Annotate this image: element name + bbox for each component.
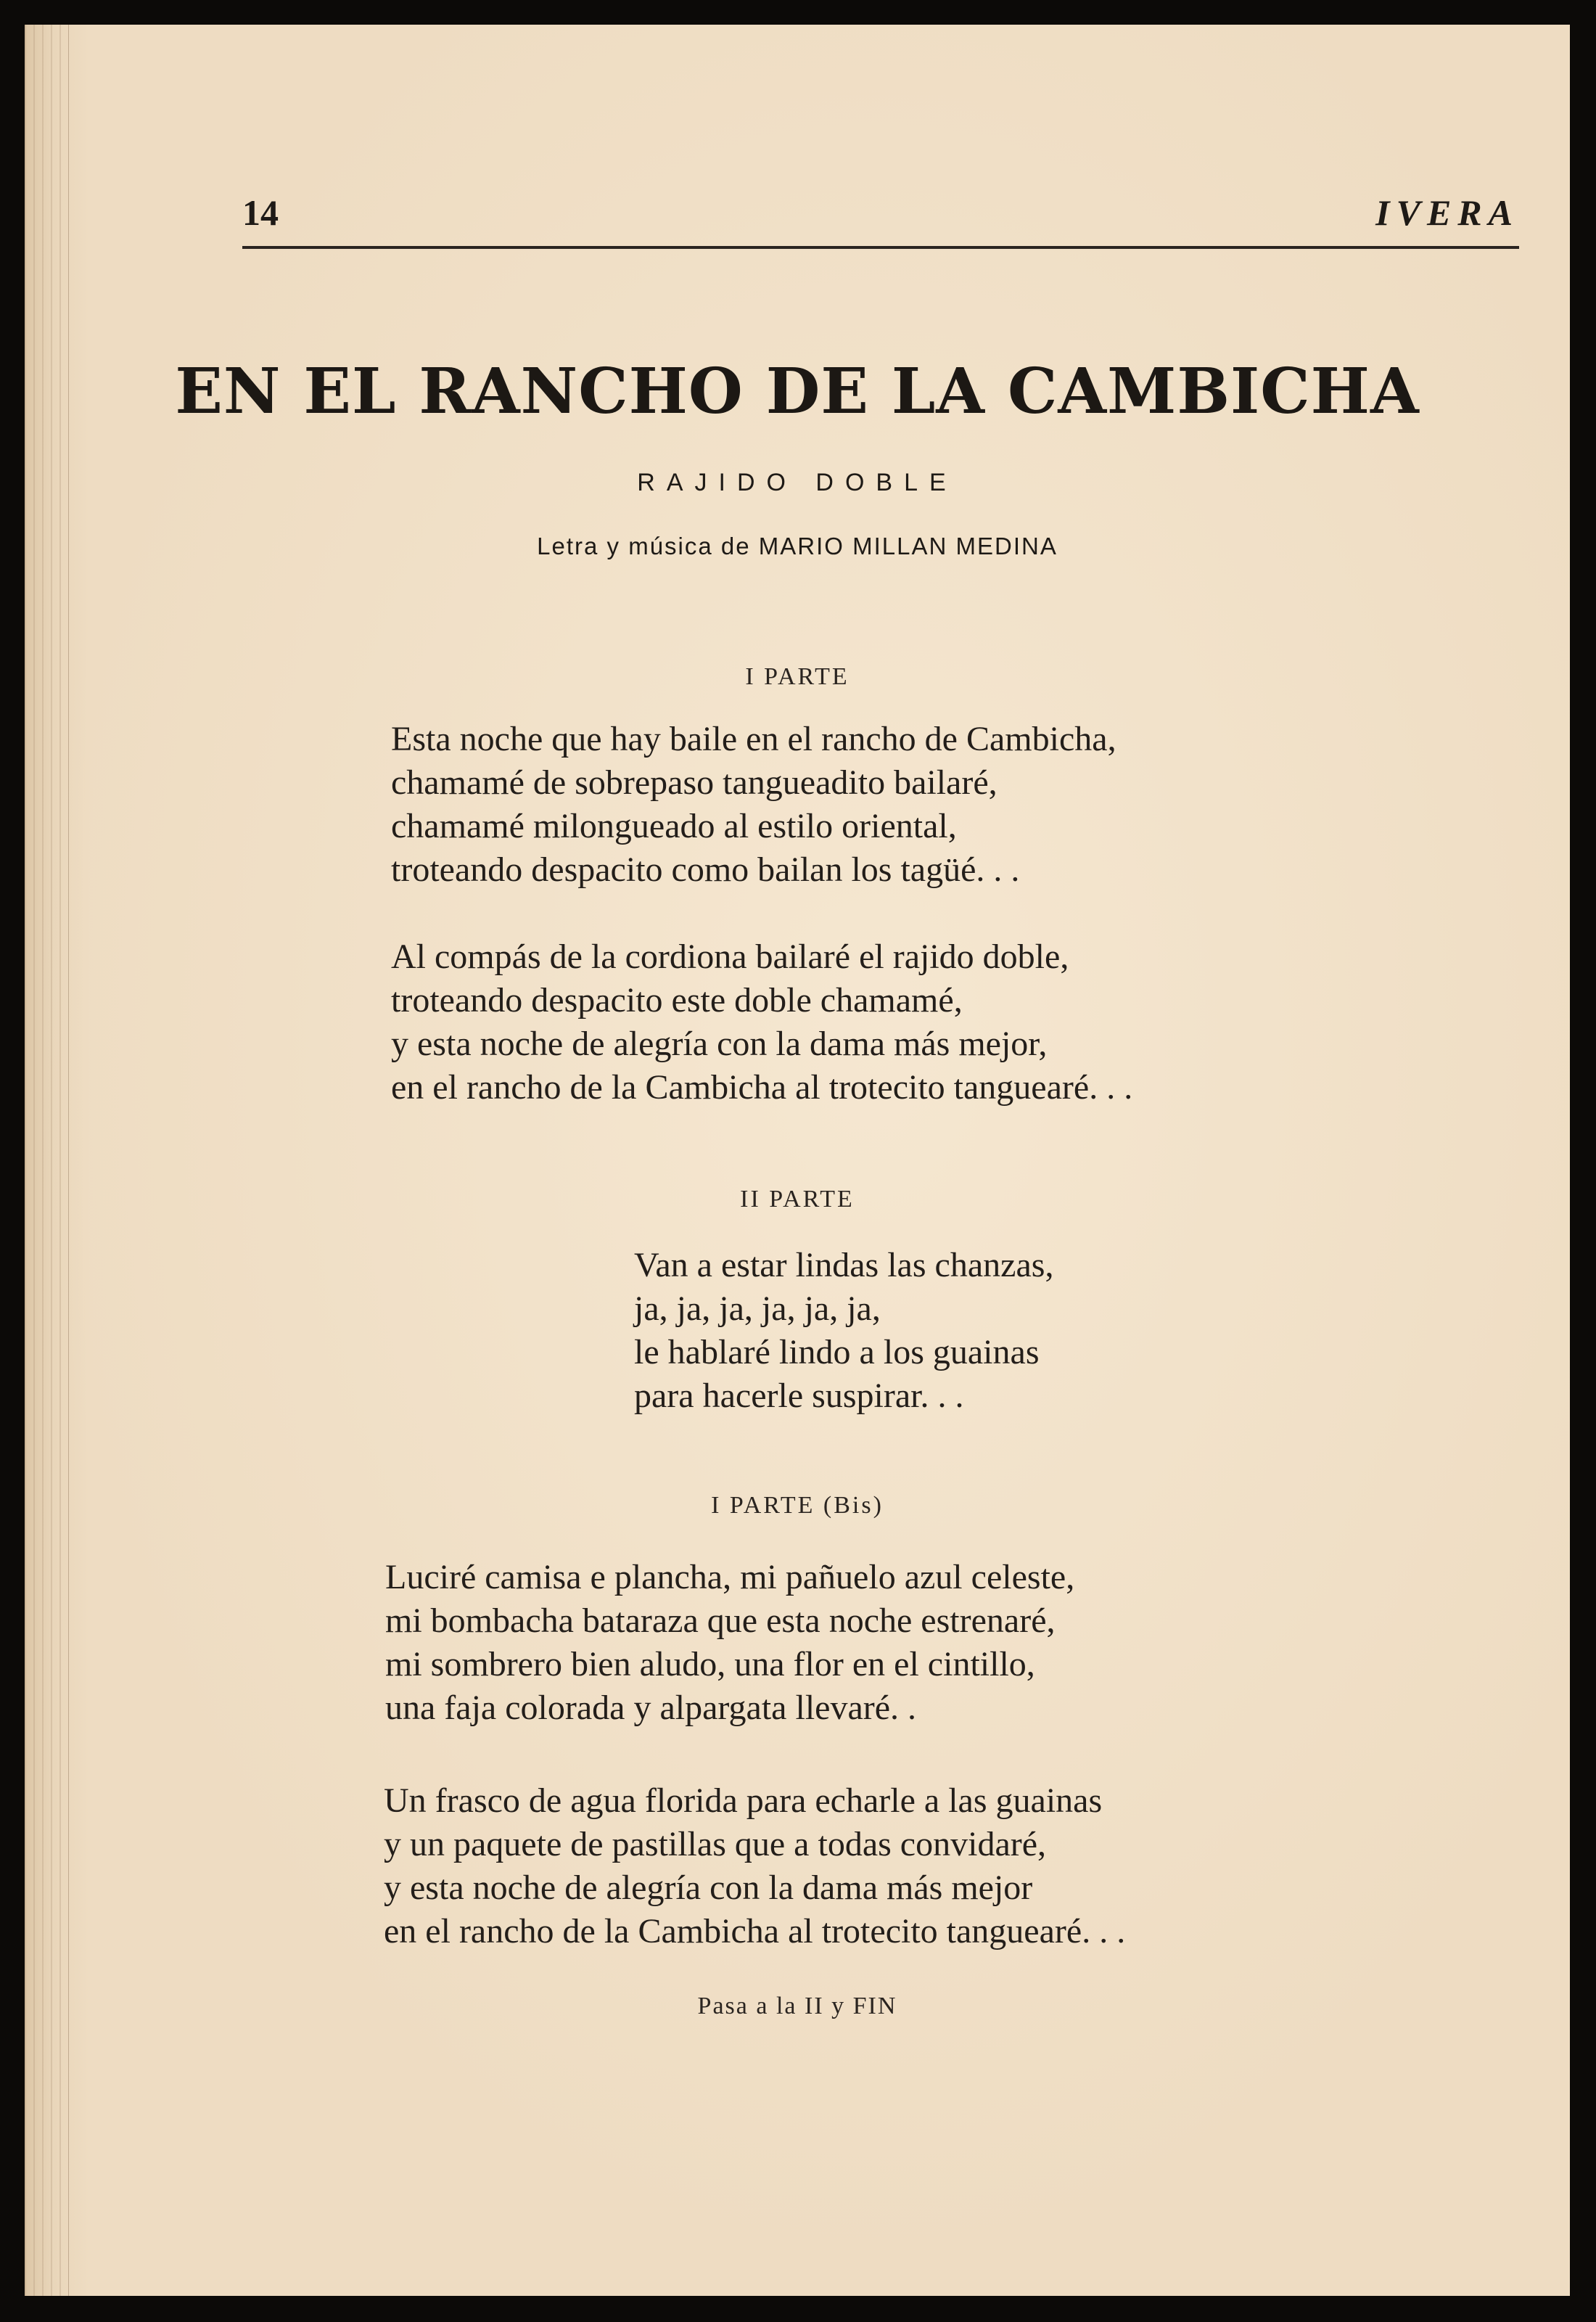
verse-line: ja, ja, ja, ja, ja, ja,: [634, 1289, 881, 1328]
verse-line: troteando despacito como bailan los tagüé. . .: [391, 850, 1020, 889]
verse-line: Luciré camisa e plancha, mi pañuelo azul celeste,: [385, 1558, 1075, 1596]
page-header: [242, 192, 1519, 242]
verse-line: chamamé milongueado al estilo oriental,: [391, 807, 957, 845]
verse-line: y esta noche de alegría con la dama más mejor,: [391, 1025, 1048, 1063]
magazine-page: [25, 25, 1570, 2296]
stanza-3: [634, 1244, 1053, 1418]
header-rule: [242, 246, 1519, 249]
running-title: IVERA: [1375, 192, 1519, 233]
continuation-note: Pasa a la II y FIN: [697, 1993, 897, 2019]
verse-line: en el rancho de la Cambicha al trotecito tanguearé. . .: [391, 1068, 1133, 1107]
stanza-5: [384, 1779, 1125, 1953]
section-heading-3: I PARTE (Bis): [711, 1492, 884, 1519]
verse-line: le hablaré lindo a los guainas: [634, 1333, 1040, 1371]
verse-line: y un paquete de pastillas que a todas convidaré,: [384, 1825, 1047, 1863]
page-number: 14: [242, 192, 279, 233]
song-title: EN EL RANCHO DE LA CAMBICHA: [175, 355, 1420, 428]
song-subtitle: RAJIDO DOBLE: [637, 469, 958, 496]
verse-line: Van a estar lindas las chanzas,: [634, 1246, 1054, 1284]
verse-line: troteando despacito este doble chamamé,: [391, 981, 963, 1020]
verse-line: Al compás de la cordiona bailaré el rajido doble,: [391, 938, 1069, 976]
section-heading-2: II PARTE: [740, 1186, 855, 1213]
verse-line: una faja colorada y alpargata llevaré. .: [385, 1689, 917, 1727]
verse-line: en el rancho de la Cambicha al trotecito tanguearé. . .: [384, 1912, 1126, 1950]
stanza-4: [385, 1556, 1074, 1730]
verse-line: mi sombrero bien aludo, una flor en el cintillo,: [385, 1645, 1035, 1683]
section-heading-1: I PARTE: [745, 663, 850, 690]
stanza-1: [391, 718, 1116, 892]
verse-line: para hacerle suspirar. . .: [634, 1377, 964, 1415]
verse-line: chamamé de sobrepaso tangueadito bailaré,: [391, 763, 998, 802]
stanza-2: [391, 935, 1132, 1109]
song-credits: Letra y música de MARIO MILLAN MEDINA: [537, 533, 1058, 559]
verse-line: Esta noche que hay baile en el rancho de Cambicha,: [391, 720, 1116, 758]
verse-line: Un frasco de agua florida para echarle a las guainas: [384, 1781, 1103, 1820]
verse-line: y esta noche de alegría con la dama más mejor: [384, 1868, 1033, 1907]
verse-line: mi bombacha bataraza que esta noche estrenaré,: [385, 1601, 1056, 1640]
